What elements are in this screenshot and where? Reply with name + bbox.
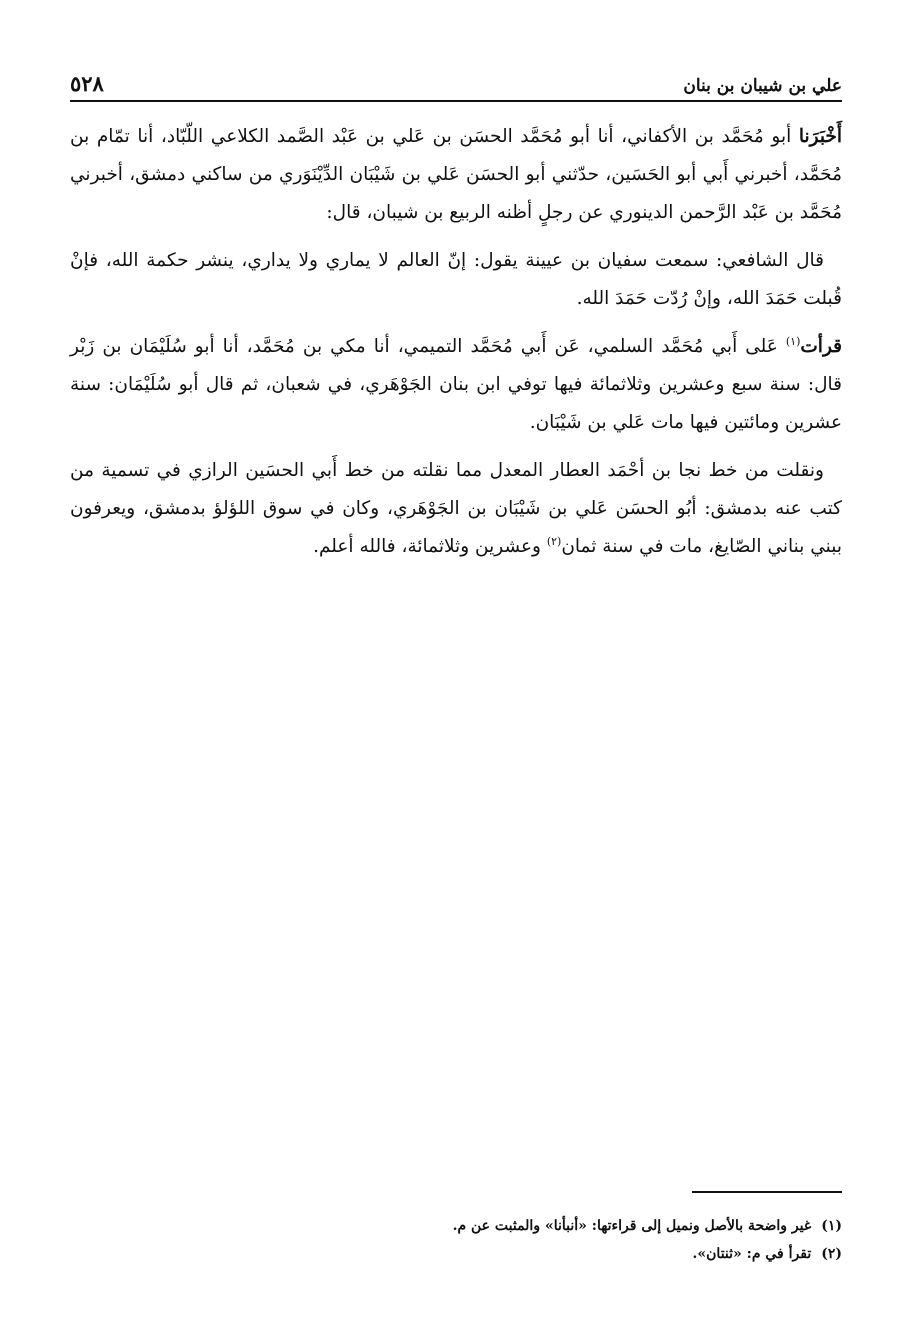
paragraph-text: عَلى أَبي مُحَمَّد السلمي، عَن أَبي مُحَمَّد التميمي، أنا مكي بن مُحَمَّد، أنا أبو سُلَيْمَان بن زَبْر قال: سنة سبع وعشرين وثلاثمائة فيها توفي ابن بنان الجَوْهَري، في شعبان، ثم قال أبو سُلَيْمَان: سنة عشرين ومائتين فيها مات عَلي بن شَيْبَان. — [70, 336, 842, 433]
footnotes — [70, 1212, 842, 1268]
paragraph-lead: قرأت — [800, 336, 842, 357]
footnote-mark: (٢) — [546, 534, 562, 548]
paragraph-1 — [70, 118, 842, 232]
footnote-item — [70, 1212, 842, 1240]
paragraph-2 — [70, 242, 842, 318]
page-header — [70, 62, 842, 102]
paragraph-text: أبو مُحَمَّد بن الأكفاني، أنا أبو مُحَمَّد الحسَن بن عَلي بن عَبْد الصَّمد الكلاعي اللّبّاد، أنا تمّام بن مُحَمَّد، أخبرني أَبي أبو الحَسَين، حدّثني أبو الحسَن عَلي بن شَيْبَان الدِّيْنَوَري من ساكني دمشق، أخبرني مُحَمَّد بن عَبْد الرَّحمن الدينوري عن رجلٍ أظنه الربيع بن شيبان، قال: — [70, 126, 842, 223]
footnote-number: (٢) — [821, 1246, 842, 1262]
paragraph-3 — [70, 328, 842, 442]
main-text — [70, 118, 842, 576]
footnote-item — [70, 1240, 842, 1268]
footnote-divider — [692, 1191, 842, 1193]
footnote-text: غير واضحة بالأصل ونميل إلى قراءتها: «أنبأنا» والمثبت عن م. — [452, 1218, 812, 1234]
footnote-text: تقرأ في م: «ثنتان». — [692, 1246, 812, 1262]
footnote-mark: (١) — [785, 334, 801, 348]
footnote-number: (١) — [821, 1218, 842, 1234]
paragraph-4 — [70, 452, 842, 566]
running-title: علي بن شيبان بن بنان — [683, 76, 842, 96]
paragraph-text: وعشرين وثلاثمائة، فالله أعلم. — [313, 536, 547, 557]
page-number: ٥٢٨ — [70, 71, 104, 96]
paragraph-lead: أَخْبَرَنا — [798, 126, 842, 147]
paragraph-text: ونقلت من خط نجا بن أحْمَد العطار المعدل مما نقلته من خط أَبي الحسَين الرازي في تسمية من كتب عنه بدمشق: أبُو الحسَن عَلي بن شَيْبَان بن الجَوْهَري، وكان في سوق اللؤلؤ بدمشق، ويعرفون ببني بناني الصّايغ، مات في سنة ثمان — [70, 460, 842, 557]
paragraph-text: قال الشافعي: سمعت سفيان بن عيينة يقول: إنّ العالم لا يماري ولا يداري، ينشر حكمة الله، فإنْ قُبلت حَمَدَ الله، وإنْ رُدّت حَمَدَ الله. — [70, 250, 842, 309]
